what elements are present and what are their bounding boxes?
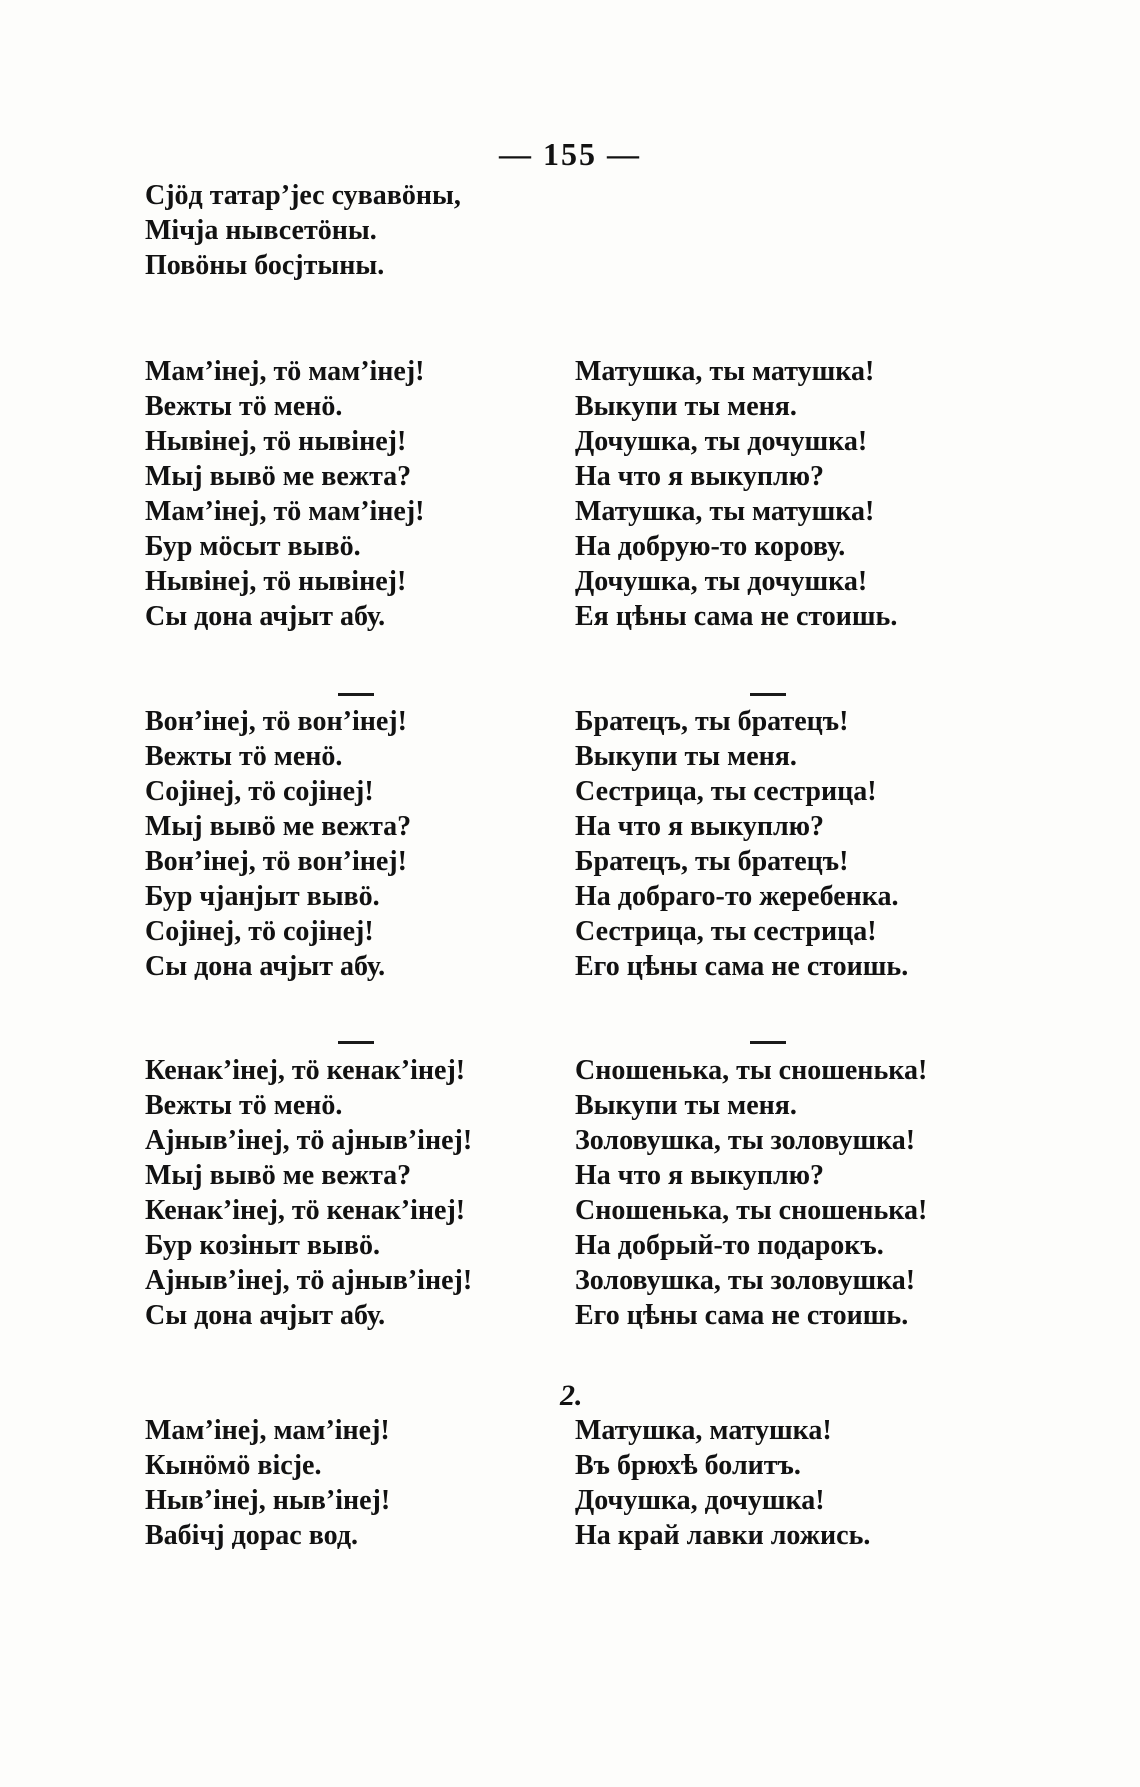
- verse-line: На что я выкуплю?: [575, 1160, 825, 1191]
- section-number: 2.: [560, 1379, 583, 1412]
- verse-line: Вежты тӧ менӧ.: [145, 1090, 343, 1121]
- verse-line: На что я выкуплю?: [575, 461, 825, 492]
- stanza-divider: [338, 1041, 374, 1044]
- verse-line: На край лавки ложись.: [575, 1520, 871, 1551]
- verse-line: Сестрица, ты сестрица!: [575, 916, 877, 947]
- komi-column: [145, 0, 565, 1787]
- verse-line: Кенак’iнеј, тӧ кенак’iнеј!: [145, 1195, 466, 1226]
- verse-line: Его цѣны сама не стоишь.: [575, 951, 909, 982]
- verse-line: Въ брюхѣ болитъ.: [575, 1450, 801, 1481]
- verse-line: Сојiнеј, тӧ сојiнеј!: [145, 776, 374, 807]
- page-number: — 155 —: [499, 136, 641, 172]
- verse-line: На добрый-то подарокъ.: [575, 1230, 884, 1261]
- russian-stanza-1: [575, 354, 897, 634]
- verse-line: Вабiчј дорас вод.: [145, 1520, 359, 1551]
- verse-line: Нывiнеј, тӧ нывiнеј!: [145, 426, 407, 457]
- verse-line: Мам’iнеј, тӧ мам’iнеј!: [145, 496, 425, 527]
- verse-line: Его цѣны сама не стоишь.: [575, 1300, 909, 1331]
- verse-line: Вон’iнеј, тӧ вон’iнеј!: [145, 706, 407, 737]
- verse-line: Вежты тӧ менӧ.: [145, 391, 343, 422]
- verse-line: Мiчја нывсетӧны.: [145, 215, 377, 246]
- verse-line: Сојiнеј, тӧ сојiнеј!: [145, 916, 374, 947]
- verse-line: Бур чјанјыт вывӧ.: [145, 881, 380, 912]
- verse-line: Золовушка, ты золовушка!: [575, 1125, 916, 1156]
- verse-line: Мыј вывӧ ме вежта?: [145, 1160, 412, 1191]
- stanza-divider: [338, 693, 374, 696]
- verse-line: Сы дона ачјыт абу.: [145, 601, 386, 632]
- verse-line: Матушка, ты матушка!: [575, 356, 875, 387]
- verse-line: Дочушка, ты дочушка!: [575, 566, 868, 597]
- russian-stanza-4: [575, 1413, 870, 1553]
- verse-line: Выкупи ты меня.: [575, 391, 797, 422]
- verse-line: Сестрица, ты сестрица!: [575, 776, 877, 807]
- verse-line: Братецъ, ты братецъ!: [575, 706, 849, 737]
- verse-line: Вон’iнеј, тӧ вон’iнеј!: [145, 846, 407, 877]
- verse-line: Сы дона ачјыт абу.: [145, 951, 386, 982]
- verse-line: Дочушка, ты дочушка!: [575, 426, 868, 457]
- verse-line: Ајныв’iнеј, тӧ ајныв’iнеј!: [145, 1265, 473, 1296]
- verse-line: На добрую-то корову.: [575, 531, 846, 562]
- verse-line: Повӧны босјтыны.: [145, 250, 385, 281]
- verse-line: Выкупи ты меня.: [575, 741, 797, 772]
- stanza-divider: [750, 1041, 786, 1044]
- verse-line: Мам’iнеј, мам’iнеј!: [145, 1415, 390, 1446]
- russian-stanza-2: [575, 704, 908, 984]
- verse-line: Кенак’iнеј, тӧ кенак’iнеј!: [145, 1055, 466, 1086]
- verse-line: Дочушка, дочушка!: [575, 1485, 825, 1516]
- verse-line: Сјӧд татар’јес сувавӧны,: [145, 180, 461, 211]
- verse-line: Мыј вывӧ ме вежта?: [145, 461, 412, 492]
- verse-line: Золовушка, ты золовушка!: [575, 1265, 916, 1296]
- komi-stanza-1: [145, 354, 425, 634]
- verse-line: Нывiнеј, тӧ нывiнеј!: [145, 566, 407, 597]
- verse-line: Матушка, матушка!: [575, 1415, 832, 1446]
- stanza-divider: [750, 693, 786, 696]
- verse-line: Бур мӧсыт вывӧ.: [145, 531, 361, 562]
- verse-line: Мыј вывӧ ме вежта?: [145, 811, 412, 842]
- verse-line: Мам’iнеј, тӧ мам’iнеј!: [145, 356, 425, 387]
- verse-line: Братецъ, ты братецъ!: [575, 846, 849, 877]
- komi-stanza-4: [145, 1413, 390, 1553]
- verse-line: Матушка, ты матушка!: [575, 496, 875, 527]
- verse-line: Вежты тӧ менӧ.: [145, 741, 343, 772]
- verse-line: На что я выкуплю?: [575, 811, 825, 842]
- verse-line: Ајныв’iнеј, тӧ ајныв’iнеј!: [145, 1125, 473, 1156]
- verse-line: Выкупи ты меня.: [575, 1090, 797, 1121]
- verse-line: Сношенька, ты сношенька!: [575, 1195, 928, 1226]
- komi-stanza-2: [145, 704, 411, 984]
- verse-line: Сы дона ачјыт абу.: [145, 1300, 386, 1331]
- komi-stanza-3: [145, 1053, 472, 1333]
- verse-line: Кынӧмӧ вiсје.: [145, 1450, 322, 1481]
- verse-line: Ея цѣны сама не стоишь.: [575, 601, 898, 632]
- verse-line: На добраго-то жеребенка.: [575, 881, 899, 912]
- verse-line: Сношенька, ты сношенька!: [575, 1055, 928, 1086]
- verse-line: Бур козiныт вывӧ.: [145, 1230, 381, 1261]
- verse-line: Ныв’iнеј, ныв’iнеј!: [145, 1485, 391, 1516]
- russian-stanza-3: [575, 1053, 927, 1333]
